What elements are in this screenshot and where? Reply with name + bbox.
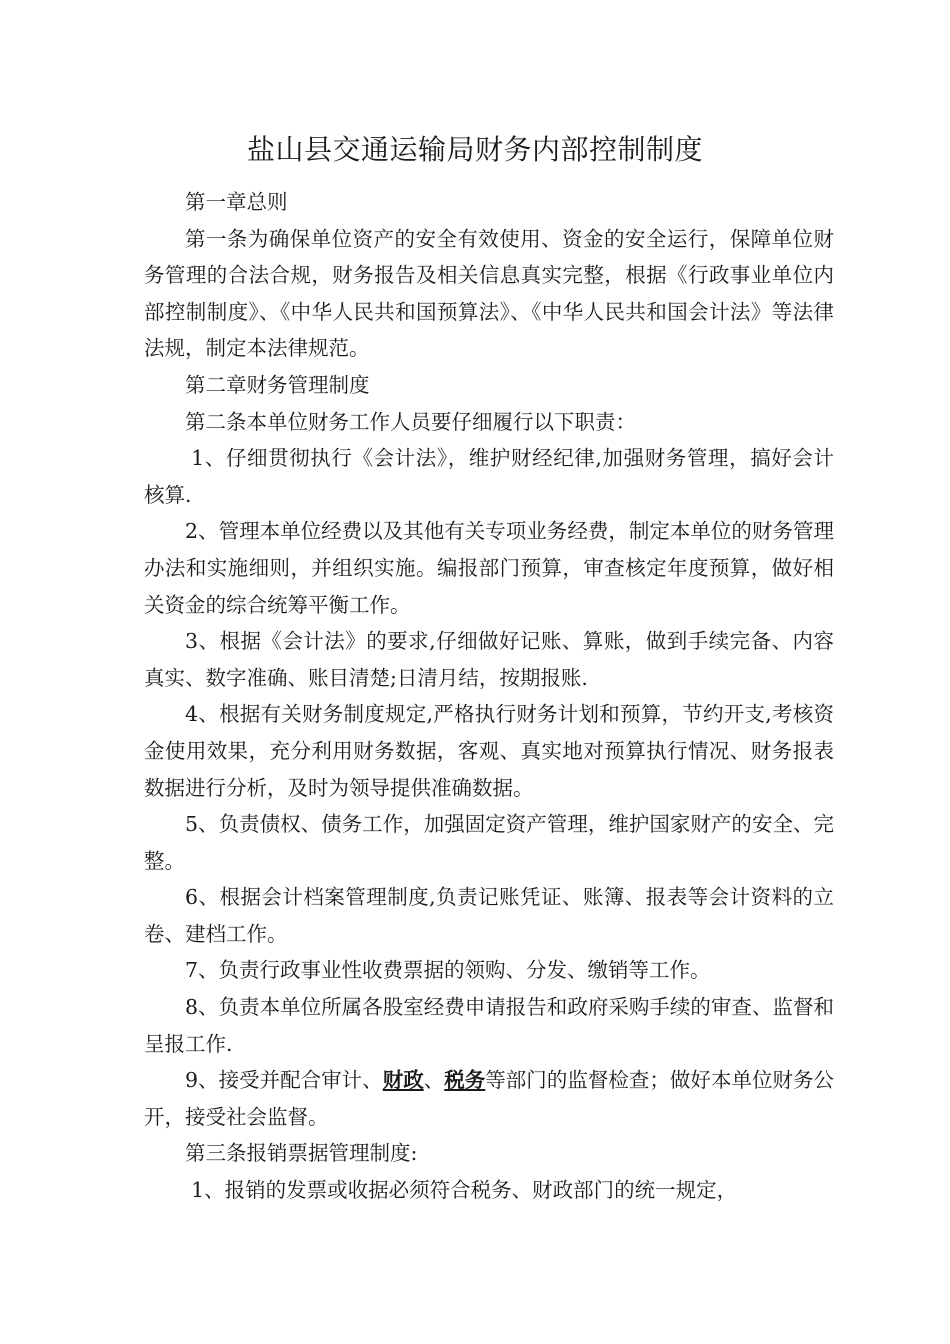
article-2: 第二条本单位财务工作人员要仔细履行以下职责： [185, 409, 636, 434]
duty-item-7: 7、负责行政事业性收费票据的领购、分发、缴销等工作。 [185, 958, 711, 983]
duty-item-1: 1、仔细贯彻执行《会计法》，维护财经纪律,加强财务管理，搞好会计核算. [144, 446, 834, 507]
duty-item-3: 3、根据《会计法》的要求,仔细做好记账、算账，做到手续完备、内容真实、数字准确、账目清楚;日清月结，按期报账. [144, 629, 834, 690]
document-title: 盐山县交通运输局财务内部控制制度 [246, 133, 703, 166]
duty-item-5: 5、负责债权、债务工作，加强固定资产管理，维护国家财产的安全、完整。 [144, 812, 834, 873]
chapter-2-heading: 第二章财务管理制度 [185, 372, 370, 397]
finance-link[interactable]: 财政 [382, 1068, 424, 1093]
duty-item-9-prefix: 9、接受并配合审计、 [185, 1068, 383, 1093]
article-3: 第三条报销票据管理制度: [185, 1141, 418, 1166]
duty-item-9-separator: 、 [423, 1068, 445, 1093]
chapter-1-heading: 第一章总则 [185, 190, 288, 214]
duty-item-6: 6、根据会计档案管理制度,负责记账凭证、账簿、报表等会计资料的立卷、建档工作。 [144, 885, 834, 946]
duty-item-9-suffix: 等部门的监督检查；做好本单位财务公开，接受社会监督。 [144, 1068, 835, 1129]
article-1: 第一条为确保单位资产的安全有效使用、资金的安全运行，保障单位财务管理的合法合规，财务报告及相关信息真实完整，根据《行政事业单位内部控制制度》、《中华人民共和国预算法》、《中华人民共和国会计法》等法律法规，制定本法律规范。 [144, 226, 834, 361]
duty-item-2: 2、管理本单位经费以及其他有关专项业务经费，制定本单位的财务管理办法和实施细则，并组织实施。编报部门预算，审查核定年度预算，做好相关资金的综合统筹平衡工作。 [144, 519, 834, 617]
document-body [144, 184, 834, 1209]
duty-item-9 [144, 1062, 834, 1135]
duty-item-8: 8、负责本单位所属各股室经费申请报告和政府采购手续的审查、监督和呈报工作. [144, 995, 834, 1056]
duty-item-4: 4、根据有关财务制度规定,严格执行财务计划和预算，节约开支,考核资金使用效果，充分利用财务数据，客观、真实地对预算执行情况、财务报表数据进行分析，及时为领导提供准确数据。 [144, 702, 834, 800]
tax-link[interactable]: 税务 [444, 1068, 486, 1093]
receipt-rule-1: 1、报销的发票或收据必须符合税务、财政部门的统一规定， [191, 1178, 738, 1203]
